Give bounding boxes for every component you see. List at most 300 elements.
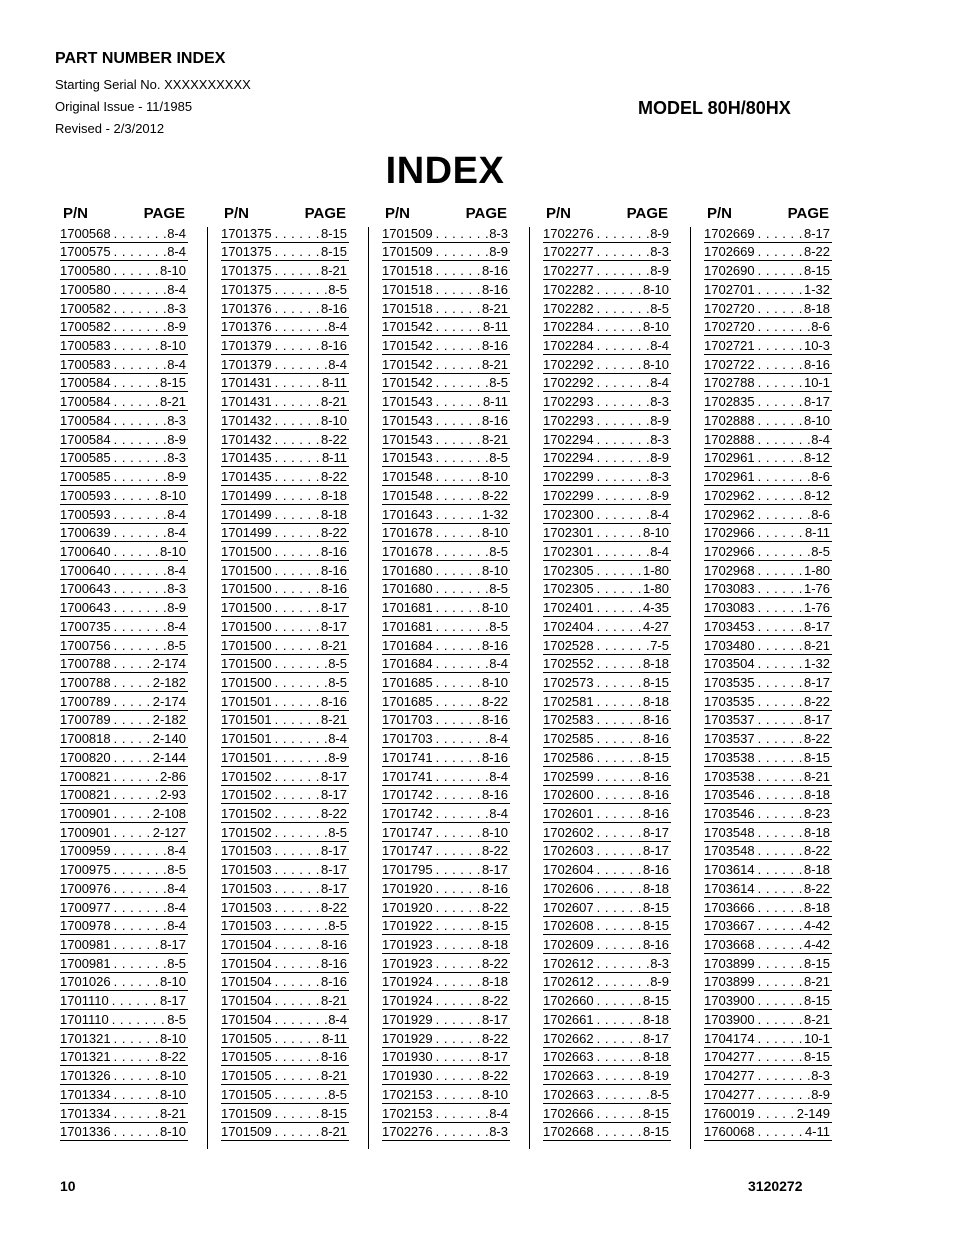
dot-leader bbox=[433, 657, 490, 671]
dot-leader bbox=[433, 975, 482, 989]
dot-leader bbox=[111, 657, 153, 671]
part-number: 1701500 bbox=[221, 656, 272, 672]
part-number: 1701500 bbox=[221, 674, 272, 690]
dot-leader bbox=[111, 245, 168, 259]
page-ref: 8-17 bbox=[642, 1030, 669, 1046]
page-ref: 8-16 bbox=[320, 937, 347, 953]
part-number: 1701110 bbox=[60, 993, 109, 1009]
page-ref: 8-16 bbox=[320, 543, 347, 559]
index-row bbox=[382, 1048, 510, 1067]
dot-leader bbox=[755, 676, 804, 690]
dot-leader bbox=[594, 676, 643, 690]
dot-leader bbox=[755, 470, 812, 484]
index-row bbox=[60, 355, 188, 374]
page-ref: 8-5 bbox=[167, 1011, 186, 1027]
part-number: 1701432 bbox=[221, 412, 272, 428]
dot-leader bbox=[594, 376, 651, 390]
dot-leader bbox=[433, 227, 490, 241]
index-row bbox=[704, 898, 832, 917]
part-number: 1700643 bbox=[60, 600, 111, 616]
page-ref: 10-1 bbox=[803, 375, 830, 391]
part-number: 1703900 bbox=[704, 993, 755, 1009]
part-number: 1701543 bbox=[382, 394, 433, 410]
part-number: 1703900 bbox=[704, 1011, 755, 1027]
part-number: 1700580 bbox=[60, 281, 111, 297]
index-row bbox=[543, 561, 671, 580]
page-ref: 8-16 bbox=[803, 356, 830, 372]
dot-leader bbox=[755, 451, 804, 465]
page-ref: 8-21 bbox=[159, 394, 186, 410]
page-ref: 8-22 bbox=[320, 431, 347, 447]
part-number: 1701518 bbox=[382, 263, 433, 279]
part-number: 1701680 bbox=[382, 562, 433, 578]
dot-leader bbox=[594, 489, 651, 503]
page-ref: 8-17 bbox=[481, 862, 508, 878]
page-ref: 8-4 bbox=[167, 525, 186, 541]
index-row bbox=[221, 1123, 349, 1142]
index-row bbox=[543, 580, 671, 599]
part-number: 1703537 bbox=[704, 712, 755, 728]
part-number: 1702602 bbox=[543, 824, 594, 840]
dot-leader bbox=[755, 1125, 805, 1139]
index-row bbox=[221, 842, 349, 861]
dot-leader bbox=[594, 695, 643, 709]
part-number: 1702961 bbox=[704, 450, 755, 466]
part-number: 1701923 bbox=[382, 955, 433, 971]
page-ref: 8-10 bbox=[481, 674, 508, 690]
index-row bbox=[543, 1123, 671, 1142]
part-number: 1702668 bbox=[543, 1124, 594, 1140]
index-row bbox=[382, 580, 510, 599]
page-ref: 8-15 bbox=[803, 749, 830, 765]
part-number: 1700568 bbox=[60, 225, 111, 241]
dot-leader bbox=[594, 657, 643, 671]
dot-leader bbox=[433, 863, 482, 877]
index-row bbox=[704, 1066, 832, 1085]
dot-leader bbox=[594, 1050, 643, 1064]
page-ref: 8-22 bbox=[803, 693, 830, 709]
page-ref: 8-4 bbox=[650, 375, 669, 391]
page-ref: 8-3 bbox=[650, 431, 669, 447]
dot-leader bbox=[755, 1013, 804, 1027]
page-ref: 8-16 bbox=[320, 974, 347, 990]
dot-leader bbox=[594, 938, 643, 952]
page-header: PAGE bbox=[465, 205, 507, 222]
part-number: 1702292 bbox=[543, 375, 594, 391]
page-ref: 8-6 bbox=[811, 319, 830, 335]
dot-leader bbox=[272, 713, 321, 727]
part-number: 1702669 bbox=[704, 225, 755, 241]
part-number: 1702301 bbox=[543, 543, 594, 559]
dot-leader bbox=[272, 451, 322, 465]
page-ref: 8-21 bbox=[481, 300, 508, 316]
part-number: 1702282 bbox=[543, 281, 594, 297]
page-ref: 8-21 bbox=[320, 637, 347, 653]
page-ref: 8-15 bbox=[642, 918, 669, 934]
part-number: 1703614 bbox=[704, 862, 755, 878]
part-number: 1701747 bbox=[382, 824, 433, 840]
index-row bbox=[221, 804, 349, 823]
page-ref: 8-6 bbox=[811, 469, 830, 485]
index-row bbox=[543, 318, 671, 337]
index-row bbox=[60, 804, 188, 823]
page-ref: 8-3 bbox=[650, 955, 669, 971]
page-ref: 8-22 bbox=[481, 843, 508, 859]
part-number: 1702300 bbox=[543, 506, 594, 522]
part-number: 1702962 bbox=[704, 487, 755, 503]
part-number: 1702666 bbox=[543, 1105, 594, 1121]
page-ref: 8-21 bbox=[803, 768, 830, 784]
part-number: 1701681 bbox=[382, 618, 433, 634]
page-ref: 1-32 bbox=[803, 656, 830, 672]
dot-leader bbox=[755, 994, 804, 1008]
part-number: 1701920 bbox=[382, 880, 433, 896]
dot-leader bbox=[755, 320, 812, 334]
page-ref: 8-3 bbox=[811, 1068, 830, 1084]
index-row bbox=[543, 954, 671, 973]
page-ref: 8-6 bbox=[811, 506, 830, 522]
part-number: 1703667 bbox=[704, 918, 755, 934]
part-number: 1700901 bbox=[60, 824, 111, 840]
dot-leader bbox=[433, 1069, 482, 1083]
page-ref: 2-127 bbox=[152, 824, 186, 840]
index-row bbox=[543, 860, 671, 879]
index-row bbox=[382, 224, 510, 243]
part-number: 1701509 bbox=[221, 1105, 272, 1121]
index-row bbox=[543, 430, 671, 449]
part-number: 1701379 bbox=[221, 356, 272, 372]
page-ref: 8-5 bbox=[328, 918, 347, 934]
page-ref: 8-21 bbox=[159, 1105, 186, 1121]
part-number: 1700584 bbox=[60, 375, 111, 391]
page-ref: 8-22 bbox=[803, 880, 830, 896]
index-row bbox=[221, 692, 349, 711]
page-ref: 8-10 bbox=[481, 600, 508, 616]
part-number: 1701684 bbox=[382, 656, 433, 672]
index-row bbox=[382, 524, 510, 543]
page-ref: 8-21 bbox=[803, 637, 830, 653]
part-number: 1702612 bbox=[543, 955, 594, 971]
part-number: 1701505 bbox=[221, 1068, 272, 1084]
part-number: 1704277 bbox=[704, 1086, 755, 1102]
index-row bbox=[221, 673, 349, 692]
index-row bbox=[382, 430, 510, 449]
dot-leader bbox=[272, 957, 321, 971]
part-number: 1700585 bbox=[60, 469, 111, 485]
part-number: 1701504 bbox=[221, 974, 272, 990]
part-number: 1703548 bbox=[704, 843, 755, 859]
part-number: 1700981 bbox=[60, 937, 111, 953]
index-row bbox=[60, 973, 188, 992]
index-column bbox=[221, 203, 349, 1141]
page-ref: 8-16 bbox=[642, 768, 669, 784]
part-number: 1701742 bbox=[382, 806, 433, 821]
part-number: 1700977 bbox=[60, 899, 111, 915]
part-number: 1703083 bbox=[704, 581, 755, 597]
page-ref: 8-18 bbox=[803, 899, 830, 915]
index-row bbox=[543, 842, 671, 861]
page-ref: 8-17 bbox=[803, 674, 830, 690]
dot-leader bbox=[111, 732, 153, 746]
page-ref: 8-10 bbox=[642, 525, 669, 541]
column-header bbox=[60, 203, 188, 224]
dot-leader bbox=[111, 957, 168, 971]
dot-leader bbox=[111, 302, 168, 316]
part-number: 1701543 bbox=[382, 431, 433, 447]
index-row bbox=[382, 804, 510, 823]
dot-leader bbox=[272, 433, 321, 447]
part-number: 1701334 bbox=[60, 1105, 111, 1121]
index-row bbox=[382, 1104, 510, 1123]
index-row bbox=[60, 655, 188, 674]
part-number: 1701680 bbox=[382, 581, 433, 597]
dot-leader bbox=[272, 526, 321, 540]
part-number: 1702835 bbox=[704, 394, 755, 410]
page-ref: 8-18 bbox=[481, 937, 508, 953]
page-ref: 8-16 bbox=[642, 937, 669, 953]
dot-leader bbox=[111, 863, 168, 877]
part-number: 1703668 bbox=[704, 937, 755, 953]
part-number: 1700640 bbox=[60, 543, 111, 559]
index-row bbox=[704, 243, 832, 262]
page-ref: 8-4 bbox=[328, 319, 347, 335]
index-row bbox=[60, 449, 188, 468]
index-row bbox=[60, 617, 188, 636]
page-ref: 2-144 bbox=[152, 749, 186, 765]
part-number: 1704277 bbox=[704, 1049, 755, 1065]
dot-leader bbox=[594, 395, 651, 409]
part-number: 1701542 bbox=[382, 375, 433, 391]
dot-leader bbox=[433, 339, 482, 353]
page-ref: 8-22 bbox=[481, 955, 508, 971]
index-row bbox=[704, 280, 832, 299]
index-row bbox=[382, 392, 510, 411]
index-row bbox=[60, 692, 188, 711]
dot-leader bbox=[433, 245, 490, 259]
part-number: 1700959 bbox=[60, 843, 111, 859]
dot-leader bbox=[111, 395, 160, 409]
page-ref: 8-16 bbox=[642, 712, 669, 728]
page-ref: 8-4 bbox=[328, 356, 347, 372]
pn-header: P/N bbox=[385, 205, 411, 222]
page-ref: 2-93 bbox=[159, 787, 186, 803]
part-number: 1702153 bbox=[382, 1105, 433, 1121]
original-issue-line: Original Issue - 11/1985 bbox=[55, 99, 193, 114]
part-number: 1702277 bbox=[543, 263, 594, 279]
index-row bbox=[60, 879, 188, 898]
index-row bbox=[704, 711, 832, 730]
index-row bbox=[221, 243, 349, 262]
page-ref: 8-16 bbox=[481, 412, 508, 428]
page-ref: 8-22 bbox=[803, 731, 830, 747]
dot-leader bbox=[755, 227, 804, 241]
page-ref: 10-3 bbox=[803, 338, 830, 354]
index-row bbox=[704, 486, 832, 505]
index-row bbox=[704, 860, 832, 879]
part-number: 1700640 bbox=[60, 562, 111, 578]
index-row bbox=[543, 711, 671, 730]
part-number: 1702663 bbox=[543, 1049, 594, 1065]
part-number: 1702581 bbox=[543, 693, 594, 709]
part-number: 1701542 bbox=[382, 319, 433, 335]
index-row bbox=[704, 786, 832, 805]
page-ref: 8-22 bbox=[320, 525, 347, 541]
dot-leader bbox=[594, 564, 643, 578]
dot-leader bbox=[755, 1050, 804, 1064]
dot-leader bbox=[111, 283, 168, 297]
page-ref: 8-4 bbox=[167, 244, 186, 260]
dot-leader bbox=[111, 376, 160, 390]
page-header: PAGE bbox=[304, 205, 346, 222]
dot-leader bbox=[272, 1013, 329, 1027]
part-number: 1702586 bbox=[543, 749, 594, 765]
dot-leader bbox=[755, 788, 804, 802]
dot-leader bbox=[272, 807, 321, 821]
page-ref: 8-18 bbox=[642, 1011, 669, 1027]
index-row bbox=[704, 261, 832, 280]
part-number: 1701678 bbox=[382, 543, 433, 559]
part-number: 1701548 bbox=[382, 487, 433, 503]
index-row bbox=[543, 767, 671, 786]
page-ref: 8-15 bbox=[320, 1105, 347, 1121]
dot-leader bbox=[111, 339, 160, 353]
page-ref: 4-35 bbox=[642, 600, 669, 616]
index-row bbox=[382, 842, 510, 861]
part-number: 1700584 bbox=[60, 431, 111, 447]
page-ref: 8-16 bbox=[320, 338, 347, 354]
index-row bbox=[704, 842, 832, 861]
index-row bbox=[543, 804, 671, 823]
page-ref: 8-5 bbox=[650, 300, 669, 316]
dot-leader bbox=[272, 302, 321, 316]
index-row bbox=[382, 505, 510, 524]
part-number: 1702722 bbox=[704, 356, 755, 372]
page-ref: 1-32 bbox=[803, 281, 830, 297]
part-number: 1701924 bbox=[382, 993, 433, 1009]
page-ref: 8-4 bbox=[328, 1011, 347, 1027]
page-ref: 8-3 bbox=[650, 244, 669, 260]
page-ref: 8-3 bbox=[650, 469, 669, 485]
page-ref: 8-4 bbox=[167, 506, 186, 522]
index-row bbox=[382, 729, 510, 748]
dot-leader bbox=[755, 863, 804, 877]
part-number: 1701742 bbox=[382, 787, 433, 803]
page-ref: 8-22 bbox=[320, 806, 347, 821]
index-row bbox=[543, 355, 671, 374]
dot-leader bbox=[594, 245, 651, 259]
part-number: 1702609 bbox=[543, 937, 594, 953]
part-number: 1702663 bbox=[543, 1086, 594, 1102]
page-ref: 8-22 bbox=[481, 693, 508, 709]
index-row bbox=[382, 449, 510, 468]
dot-leader bbox=[433, 582, 490, 596]
page-ref: 8-22 bbox=[481, 899, 508, 915]
dot-leader bbox=[594, 639, 651, 653]
part-number: 1702603 bbox=[543, 843, 594, 859]
part-number: 1704174 bbox=[704, 1030, 755, 1046]
index-row bbox=[382, 898, 510, 917]
index-row bbox=[543, 449, 671, 468]
part-number: 1701375 bbox=[221, 281, 272, 297]
part-number: 1702293 bbox=[543, 394, 594, 410]
index-row bbox=[543, 336, 671, 355]
part-number: 1701929 bbox=[382, 1011, 433, 1027]
part-number: 1701026 bbox=[60, 974, 111, 990]
dot-leader bbox=[594, 713, 643, 727]
index-row bbox=[60, 1010, 188, 1029]
dot-leader bbox=[755, 695, 804, 709]
index-row bbox=[704, 1048, 832, 1067]
part-number: 1704277 bbox=[704, 1068, 755, 1084]
index-row bbox=[543, 1048, 671, 1067]
index-row bbox=[543, 411, 671, 430]
index-row bbox=[221, 898, 349, 917]
part-number: 1702662 bbox=[543, 1030, 594, 1046]
dot-leader bbox=[594, 863, 643, 877]
dot-leader bbox=[272, 376, 322, 390]
index-row bbox=[60, 935, 188, 954]
column-divider bbox=[207, 227, 208, 1149]
page-ref: 8-4 bbox=[489, 768, 508, 784]
part-number: 1702284 bbox=[543, 338, 594, 354]
part-number: 1702661 bbox=[543, 1011, 594, 1027]
page-ref: 8-21 bbox=[481, 431, 508, 447]
index-row bbox=[221, 299, 349, 318]
part-number: 1760019 bbox=[704, 1105, 755, 1121]
part-number: 1701505 bbox=[221, 1030, 272, 1046]
part-number: 1701501 bbox=[221, 749, 272, 765]
page-ref: 8-9 bbox=[167, 431, 186, 447]
index-row bbox=[221, 767, 349, 786]
part-number: 1701930 bbox=[382, 1068, 433, 1084]
index-row bbox=[221, 486, 349, 505]
index-row bbox=[543, 786, 671, 805]
dot-leader bbox=[433, 713, 482, 727]
part-number: 1703899 bbox=[704, 955, 755, 971]
index-row bbox=[543, 542, 671, 561]
column-header bbox=[382, 203, 510, 224]
part-number: 1702660 bbox=[543, 993, 594, 1009]
index-row bbox=[543, 243, 671, 262]
dot-leader bbox=[272, 339, 321, 353]
part-number: 1701703 bbox=[382, 731, 433, 747]
dot-leader bbox=[433, 639, 482, 653]
dot-leader bbox=[755, 1088, 812, 1102]
part-number: 1702299 bbox=[543, 487, 594, 503]
index-row bbox=[221, 1104, 349, 1123]
dot-leader bbox=[272, 1088, 329, 1102]
index-row bbox=[704, 1029, 832, 1048]
index-row bbox=[543, 1010, 671, 1029]
dot-leader bbox=[433, 919, 482, 933]
dot-leader bbox=[272, 283, 329, 297]
index-row bbox=[60, 392, 188, 411]
index-column bbox=[60, 203, 188, 1141]
index-row bbox=[221, 860, 349, 879]
index-row bbox=[543, 261, 671, 280]
dot-leader bbox=[755, 433, 812, 447]
index-row bbox=[60, 1029, 188, 1048]
index-row bbox=[60, 842, 188, 861]
index-row bbox=[60, 524, 188, 543]
index-row bbox=[704, 467, 832, 486]
pn-header: P/N bbox=[63, 205, 89, 222]
part-number: 1701503 bbox=[221, 899, 272, 915]
index-row bbox=[60, 467, 188, 486]
dot-leader bbox=[594, 320, 643, 334]
index-row bbox=[221, 467, 349, 486]
index-row bbox=[543, 823, 671, 842]
